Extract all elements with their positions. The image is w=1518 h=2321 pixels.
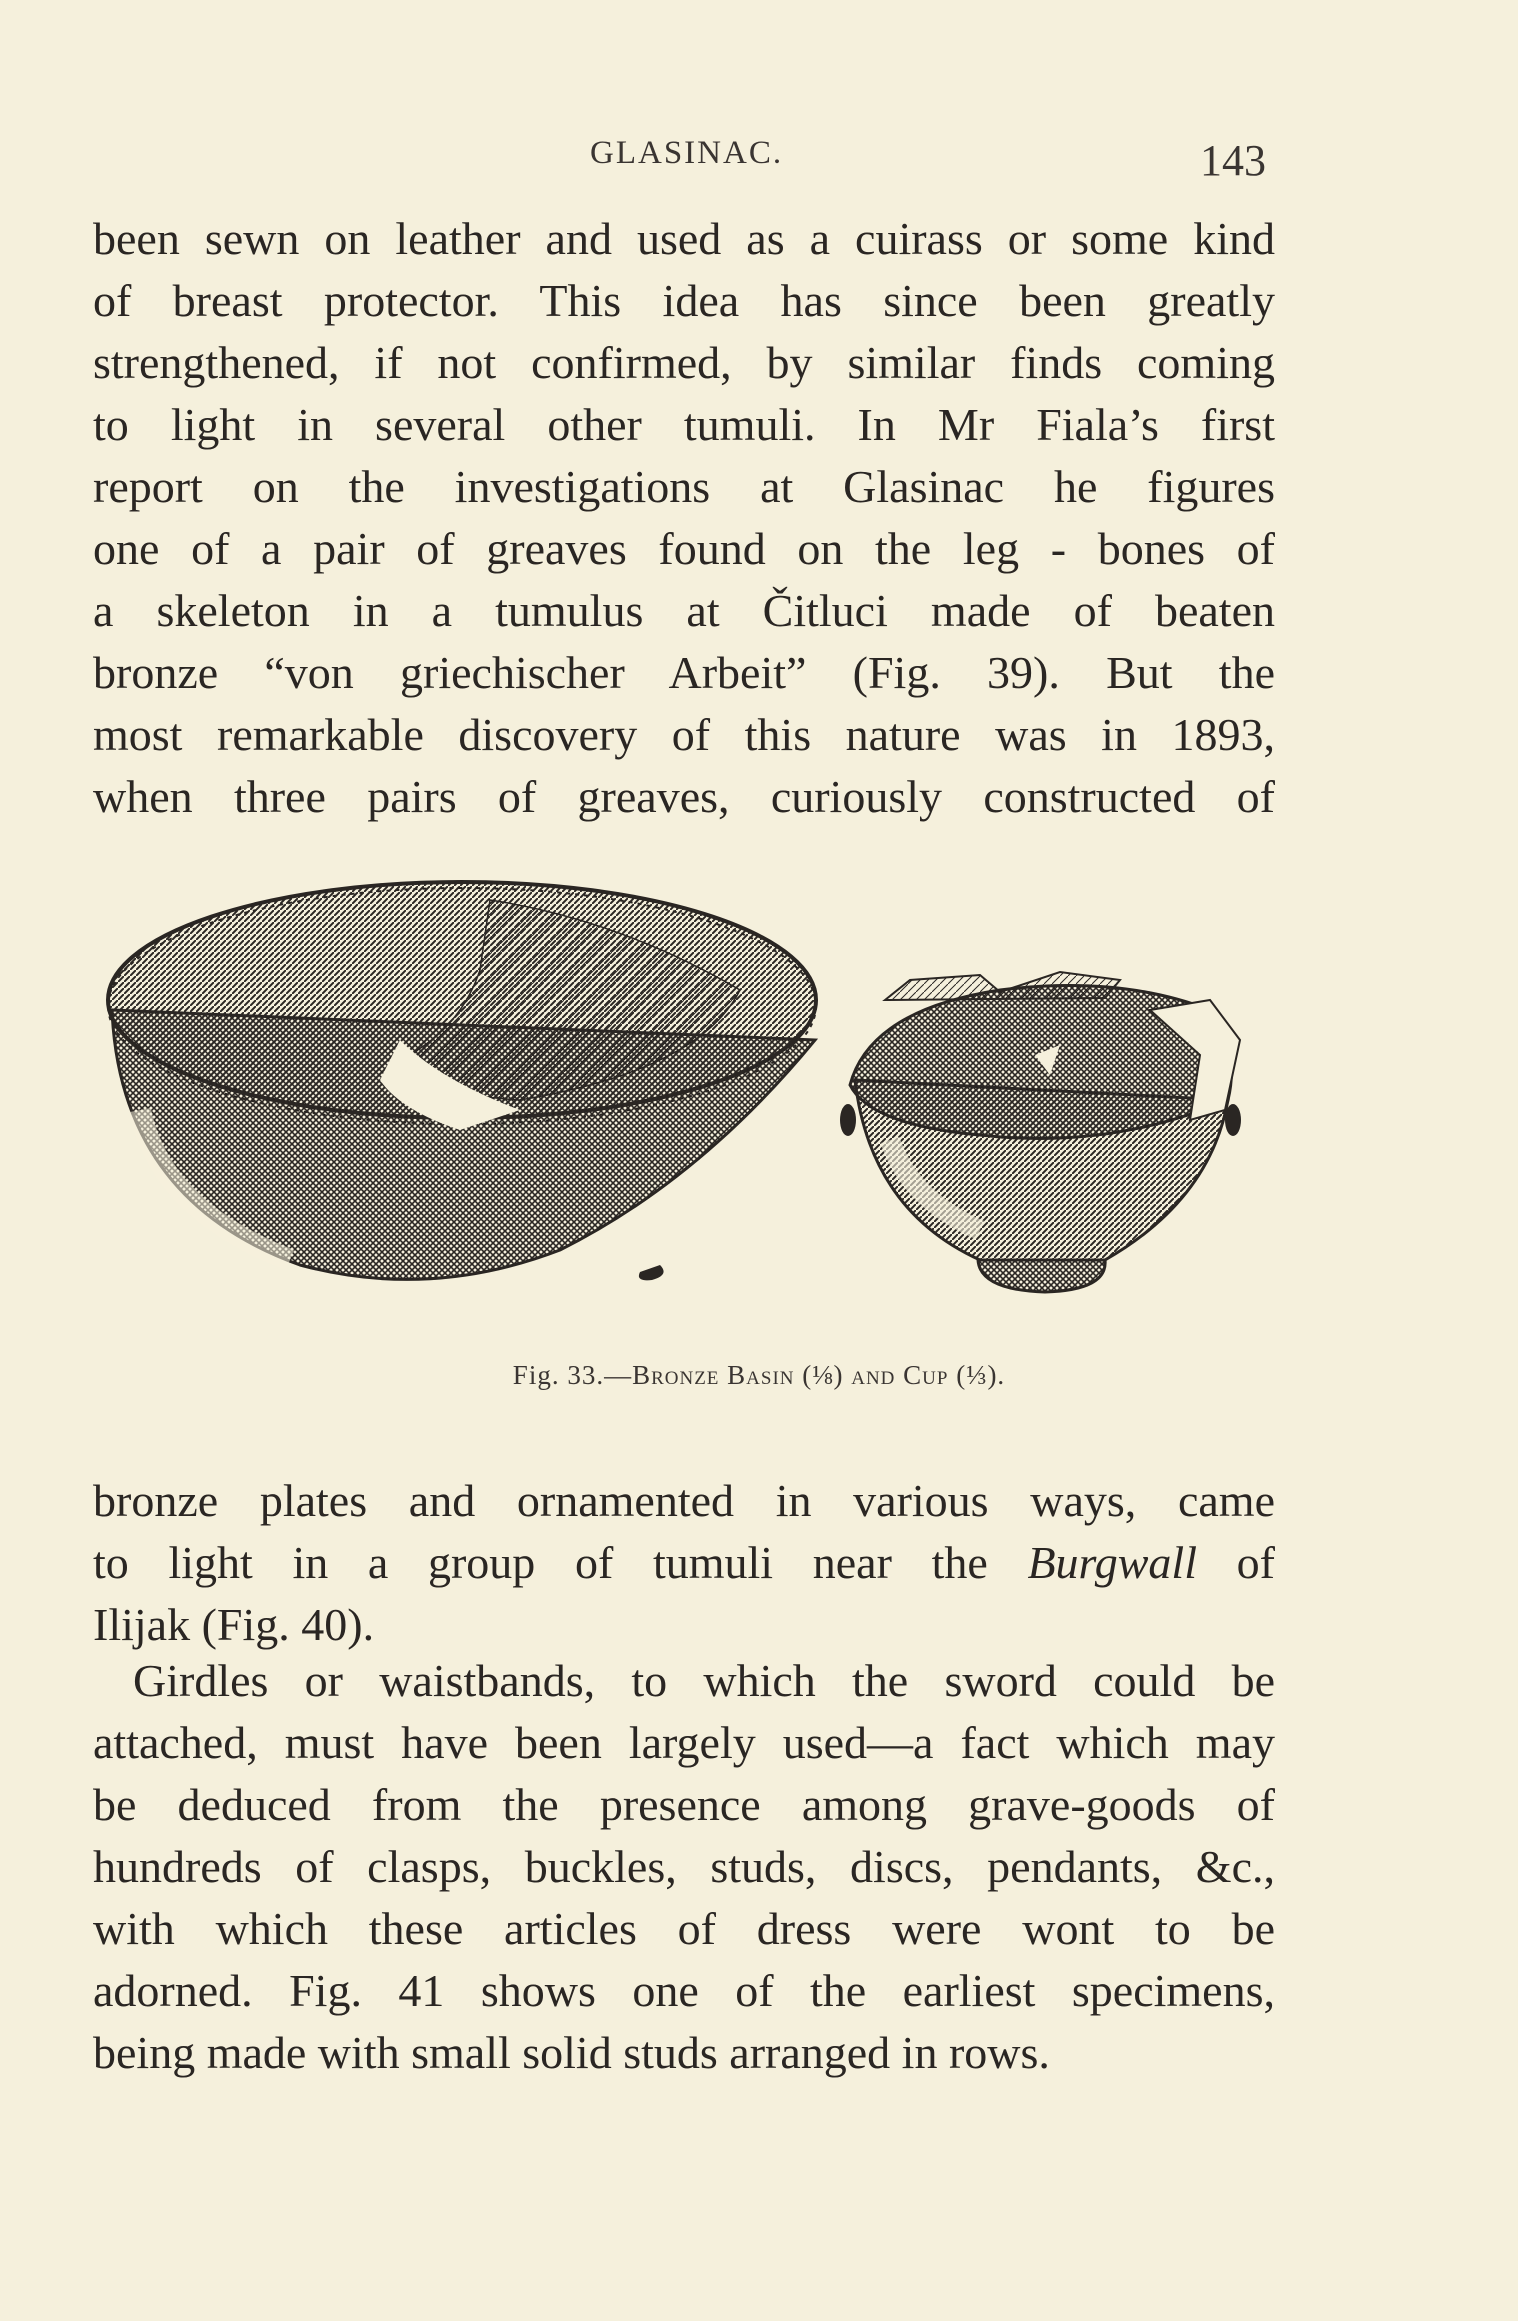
text-line: Girdles or waistbands, to which the sword could be — [133, 1655, 1275, 1706]
text-line: a skeleton in a tumulus at Čitluci made of beaten — [93, 585, 1275, 636]
text-line: when three pairs of greaves, curiously constructed of — [93, 771, 1275, 822]
text-line: be deduced from the presence among grave-goods of — [93, 1779, 1275, 1830]
text-line: of breast protector. This idea has since been greatly — [93, 275, 1275, 326]
paragraph-2 — [93, 1470, 1275, 1656]
figure-illustration — [100, 880, 1300, 1340]
text-line: hundreds of clasps, buckles, studs, discs, pendants, &c., — [93, 1841, 1275, 1892]
figure-caption-text: Bronze Basin (⅛) and Cup (⅓). — [632, 1360, 1006, 1390]
figure-number: Fig. 33.— — [512, 1360, 633, 1390]
text-line: with which these articles of dress were wont to be — [93, 1903, 1275, 1954]
figure-33 — [100, 880, 1300, 1340]
text-line — [93, 1532, 1275, 1594]
running-head — [0, 135, 1518, 195]
page-number: 143 — [1200, 136, 1266, 185]
text-run: of — [1197, 1537, 1275, 1588]
bronze-basin-drawing — [108, 882, 816, 1340]
text-line: strengthened, if not confirmed, by similar finds coming — [93, 337, 1275, 388]
text-line: most remarkable discovery of this nature was in 1893, — [93, 709, 1275, 760]
text-line: bronze “von griechischer Arbeit” (Fig. 39). But the — [93, 647, 1275, 698]
text-run: to light in a group of tumuli near the — [93, 1537, 1028, 1588]
figure-caption — [0, 1360, 1518, 1391]
text-line: adorned. Fig. 41 shows one of the earliest specimens, — [93, 1965, 1275, 2016]
paragraph-3 — [93, 1650, 1275, 2084]
text-line: been sewn on leather and used as a cuirass or some kind — [93, 213, 1275, 264]
running-title: GLASINAC. — [590, 135, 784, 171]
text-line: to light in several other tumuli. In Mr Fiala’s first — [93, 399, 1275, 450]
paragraph-1 — [93, 208, 1275, 828]
bronze-cup-drawing — [840, 972, 1241, 1292]
text-line: attached, must have been largely used—a fact which may — [93, 1717, 1275, 1768]
text-line: being made with small solid studs arranged in rows. — [93, 2027, 1050, 2078]
text-line: bronze plates and ornamented in various ways, came — [93, 1475, 1275, 1526]
text-line: Ilijak (Fig. 40). — [93, 1599, 375, 1650]
text-line: one of a pair of greaves found on the leg - bones of — [93, 523, 1275, 574]
text-line: report on the investigations at Glasinac he figures — [93, 461, 1275, 512]
italic-term: Burgwall — [1027, 1537, 1197, 1588]
